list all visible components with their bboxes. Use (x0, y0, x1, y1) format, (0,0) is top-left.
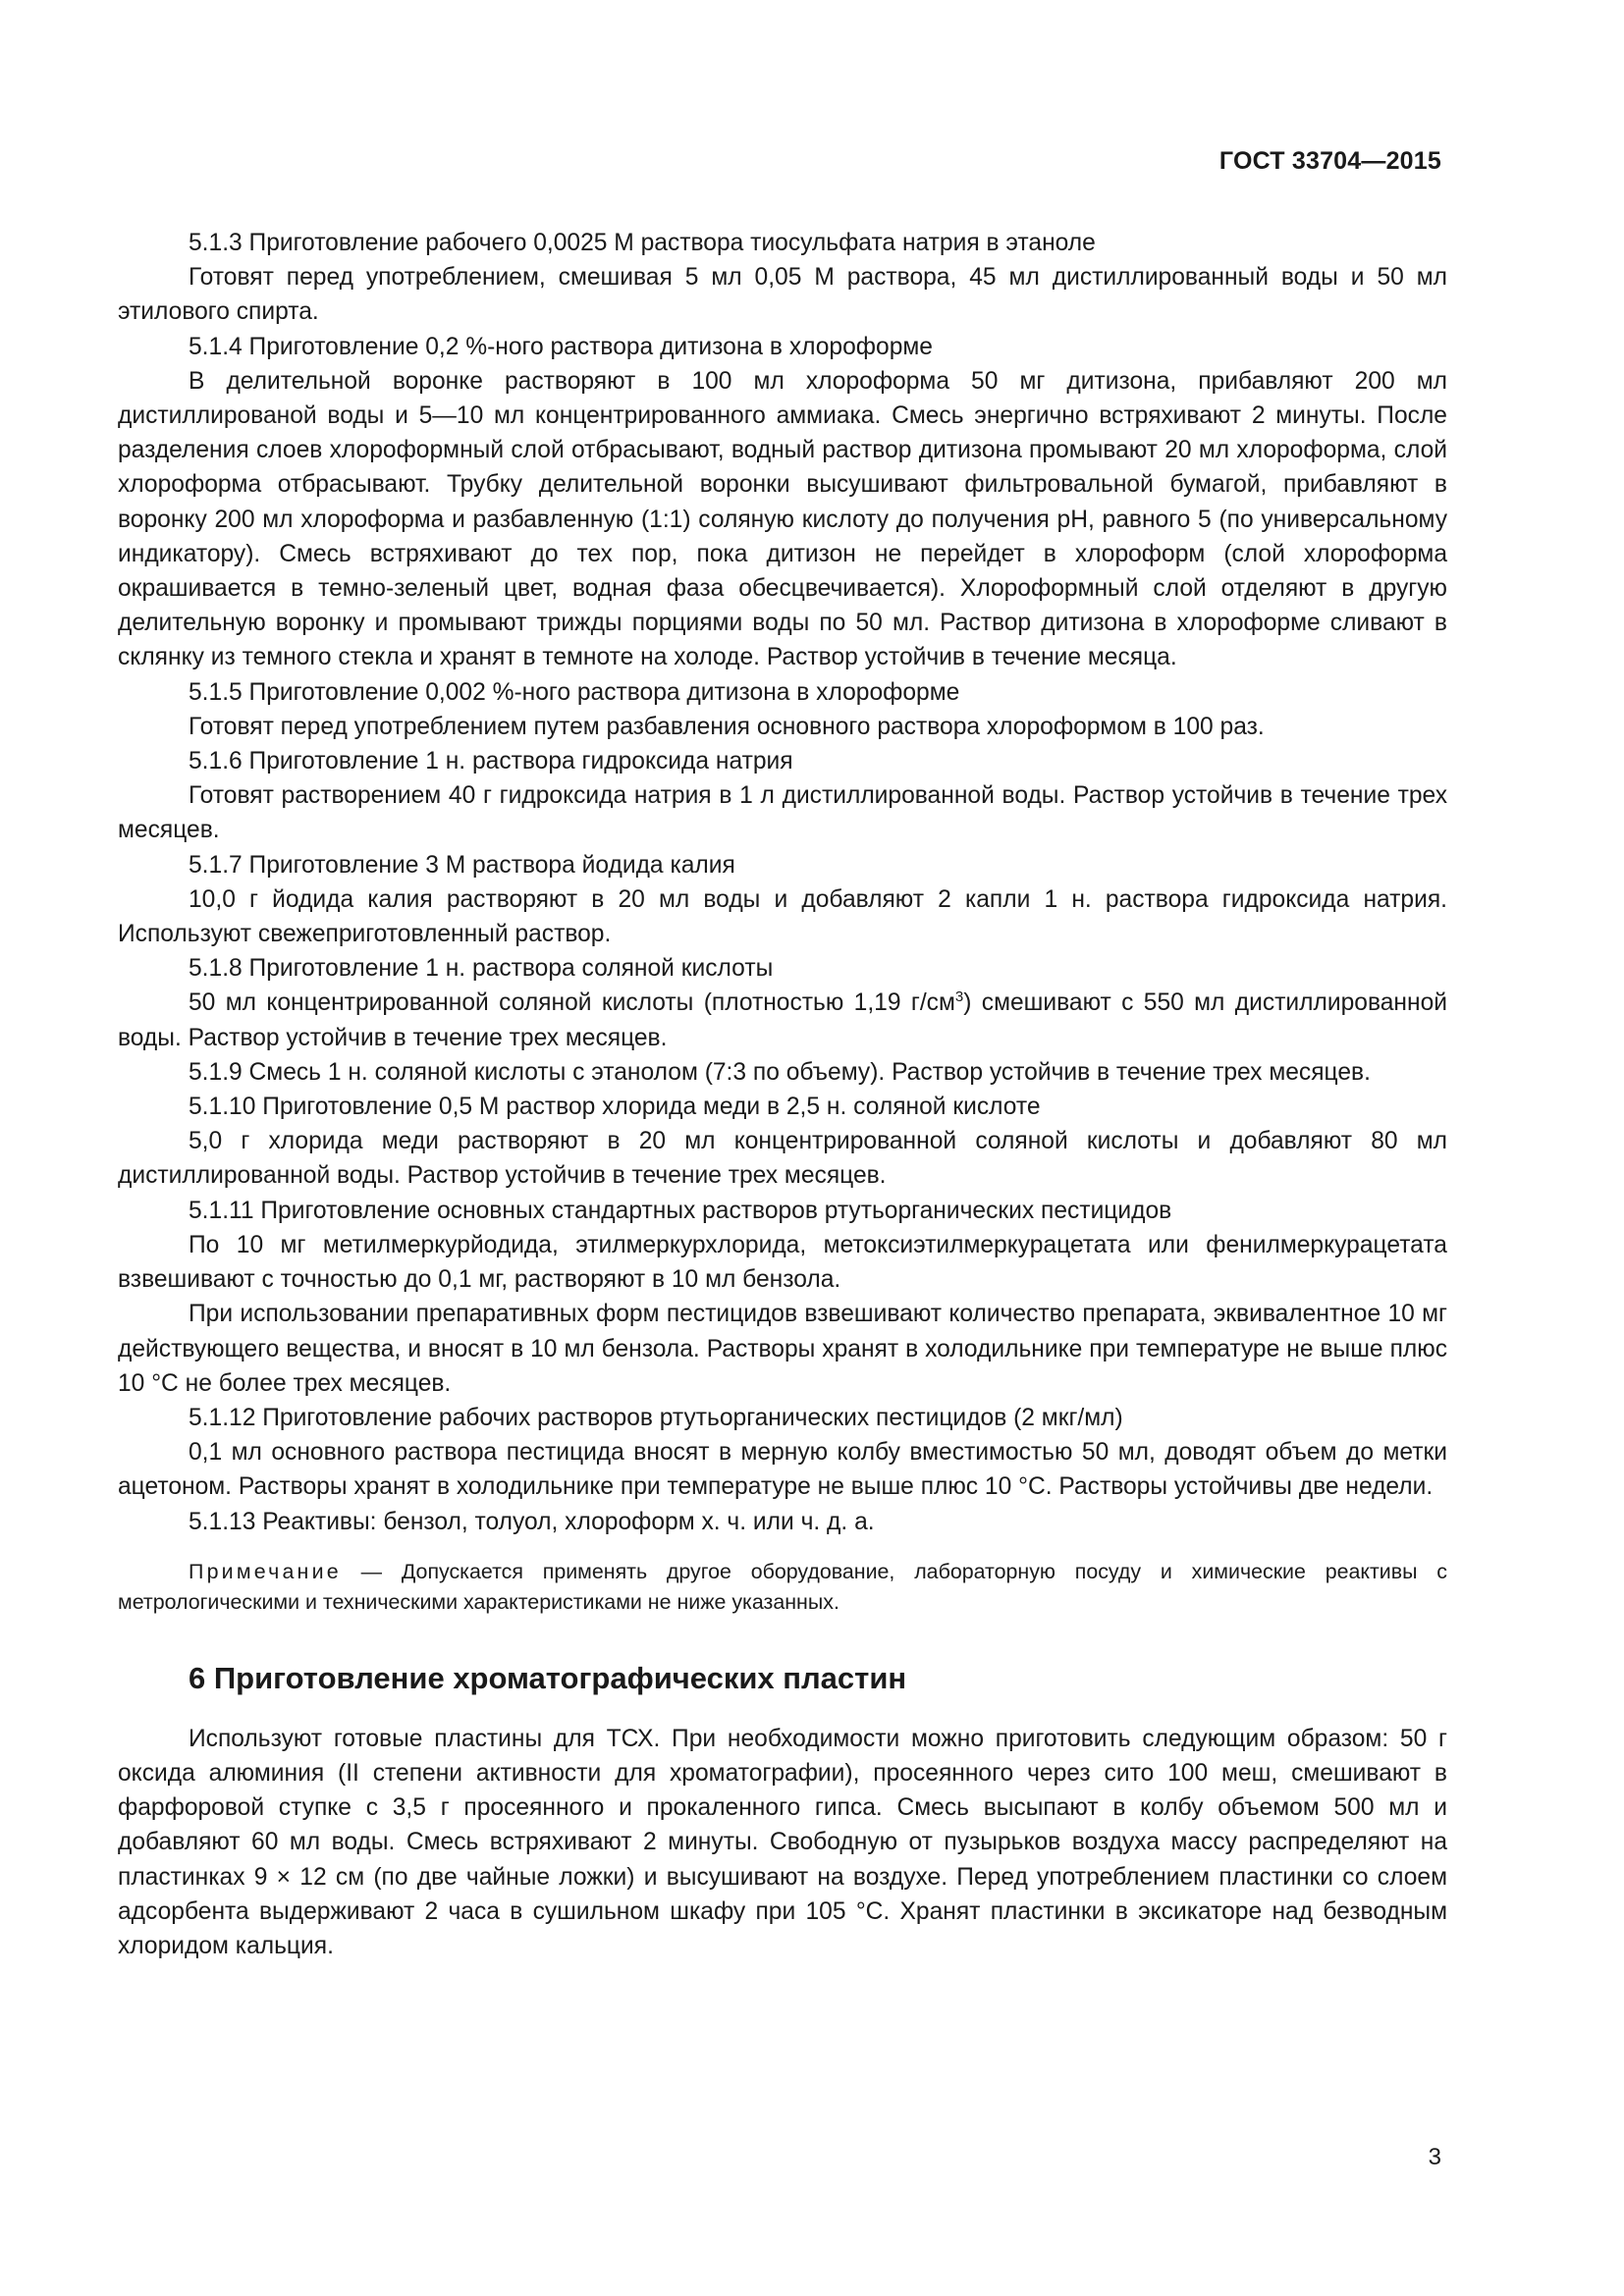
clause-5-1-13-text: 5.1.13 Реактивы: бензол, толуол, хлороформ х. ч. или ч. д. а. (189, 1508, 875, 1535)
clause-5-1-11-title: 5.1.11 Приготовление основных стандартных растворов ртутьорганических пестицидов (189, 1197, 1172, 1224)
clause-5-1-12-title: 5.1.12 Приготовление рабочих растворов ртутьорганических пестицидов (2 мкг/мл) (189, 1404, 1123, 1431)
clause-5-1-9-text: 5.1.9 Смесь 1 н. соляной кислоты с этанолом (7:3 по объему). Раствор устойчив в течение трех месяцев. (189, 1058, 1371, 1086)
section-6-text: Используют готовые пластины для ТСХ. При необходимости можно приготовить следующим образом: 50 г оксида алюминия (II степени активности для хроматографии), просеянного через сито 100 меш, смешивают в фарфоровой ступке с 3,5 г просеянного и прокаленного гипса. Смесь высыпают в колбу объемом 500 мл и добавляют 60 мл воды. Смесь встряхивают 2 минуты. Свободную от пузырьков воздуха массу распределяют на пластинках 9 × 12 см (по две чайные ложки) и высушивают на воздухе. Перед употреблением пластинки со слоем адсорбента выдерживают 2 часа в сушильном шкафу при 105 °С. Хранят пластинки в эксикаторе над безводным хлоридом кальция. (118, 1725, 1447, 1959)
superscript-cubic: 3 (954, 988, 964, 1006)
note-text: — Допускается применять другое оборудование, лабораторную посуду и химические реактивы с метрологическими и техническими характеристиками не ниже указанных. (118, 1559, 1447, 1614)
clause-5-1-10-text: 5,0 г хлорида меди растворяют в 20 мл концентрированной соляной кислоты и добавляют 80 мл дистиллированной воды. Раствор устойчив в течение трех месяцев. (118, 1128, 1447, 1190)
clause-5-1-8-text-part2: ) смешивают с 550 мл дистиллированной воды. Раствор устойчив в течение трех месяцев. (118, 989, 1447, 1051)
clause-5-1-11-text-1: По 10 мг метилмеркурйодида, этилмеркурхлорида, метоксиэтилмеркурацетата или фенилмеркурацетата взвешивают с точностью до 0,1 мг, растворяют в 10 мл бензола. (118, 1231, 1447, 1294)
clause-5-1-3-title: 5.1.3 Приготовление рабочего 0,0025 М раствора тиосульфата натрия в этаноле (189, 230, 1096, 256)
note (118, 1557, 1447, 1618)
clause-5-1-7-title: 5.1.7 Приготовление 3 М раствора йодида калия (189, 851, 735, 879)
section-6-title: 6 Приготовление хроматографических пластин (189, 1660, 907, 1695)
clause-5-1-8-text (118, 986, 1447, 1054)
clause-5-1-4-text: В делительной воронке растворяют в 100 мл хлороформа 50 мг дитизона, прибавляют 200 мл дистиллированой воды и 5—10 мл концентрированного аммиака. Смесь энергично встряхивают 2 минуты. После разделения слоев хлороформный слой отбрасывают, водный раствор дитизона промывают 20 мл хлороформа, слой хлороформа отбрасывают. Трубку делительной воронки высушивают фильтровальной бумагой, прибавляют в воронку 200 мл хлороформа и разбавленную (1:1) соляную кислоту до получения pH, равного 5 (по универсальному индикатору). Смесь встряхивают до тех пор, пока дитизон не перейдет в хлороформ (слой хлороформа окрашивается в темно-зеленый цвет, водная фаза обесцвечивается). Хлороформный слой отделяют в другую делительную воронку и промывают трижды порциями воды по 50 мл. Раствор дитизона в хлороформе сливают в склянку из темного стекла и хранят в темноте на холоде. Раствор устойчив в течение месяца. (118, 367, 1447, 671)
clause-5-1-7-text: 10,0 г йодида калия растворяют в 20 мл воды и добавляют 2 капли 1 н. раствора гидроксида натрия. Используют свежеприготовленный раствор. (118, 885, 1447, 948)
clause-5-1-12-text: 0,1 мл основного раствора пестицида вносят в мерную колбу вместимостью 50 мл, доводят объем до метки ацетоном. Растворы хранят в холодильнике при температуре не выше плюс 10 °С. Растворы устойчивы две недели. (118, 1439, 1447, 1501)
clause-5-1-3-text: Готовят перед употреблением, смешивая 5 мл 0,05 М раствора, 45 мл дистиллированный воды и 50 мл этилового спирта. (118, 264, 1447, 326)
clause-5-1-6-title: 5.1.6 Приготовление 1 н. раствора гидроксида натрия (189, 748, 793, 775)
clause-5-1-8-title: 5.1.8 Приготовление 1 н. раствора соляной кислоты (189, 955, 774, 983)
clause-5-1-8-text-part1: 50 мл концентрированной соляной кислоты (плотностью 1,19 г/см (189, 989, 955, 1017)
document-body (118, 226, 1447, 1963)
clause-5-1-6-text: Готовят растворением 40 г гидроксида натрия в 1 л дистиллированной воды. Раствор устойчив в течение трех месяцев. (118, 782, 1447, 844)
document-code-header: ГОСТ 33704—2015 (1218, 147, 1441, 175)
clause-5-1-11-text-2: При использовании препаративных форм пестицидов взвешивают количество препарата, эквивалентное 10 мг действующего вещества, и вносят в 10 мл бензола. Растворы хранят в холодильнике при температуре не выше плюс 10 °С не более трех месяцев. (118, 1301, 1447, 1397)
page-number: 3 (1428, 2144, 1441, 2170)
clause-5-1-4-title: 5.1.4 Приготовление 0,2 %-ного раствора дитизона в хлороформе (189, 333, 933, 360)
clause-5-1-5-title: 5.1.5 Приготовление 0,002 %-ного раствора дитизона в хлороформе (189, 678, 960, 706)
clause-5-1-5-text: Готовят перед употреблением путем разбавления основного раствора хлороформом в 100 раз. (189, 713, 1265, 740)
note-label: Примечание (189, 1559, 342, 1583)
clause-5-1-10-title: 5.1.10 Приготовление 0,5 М раствор хлорида меди в 2,5 н. соляной кислоте (189, 1094, 1041, 1121)
